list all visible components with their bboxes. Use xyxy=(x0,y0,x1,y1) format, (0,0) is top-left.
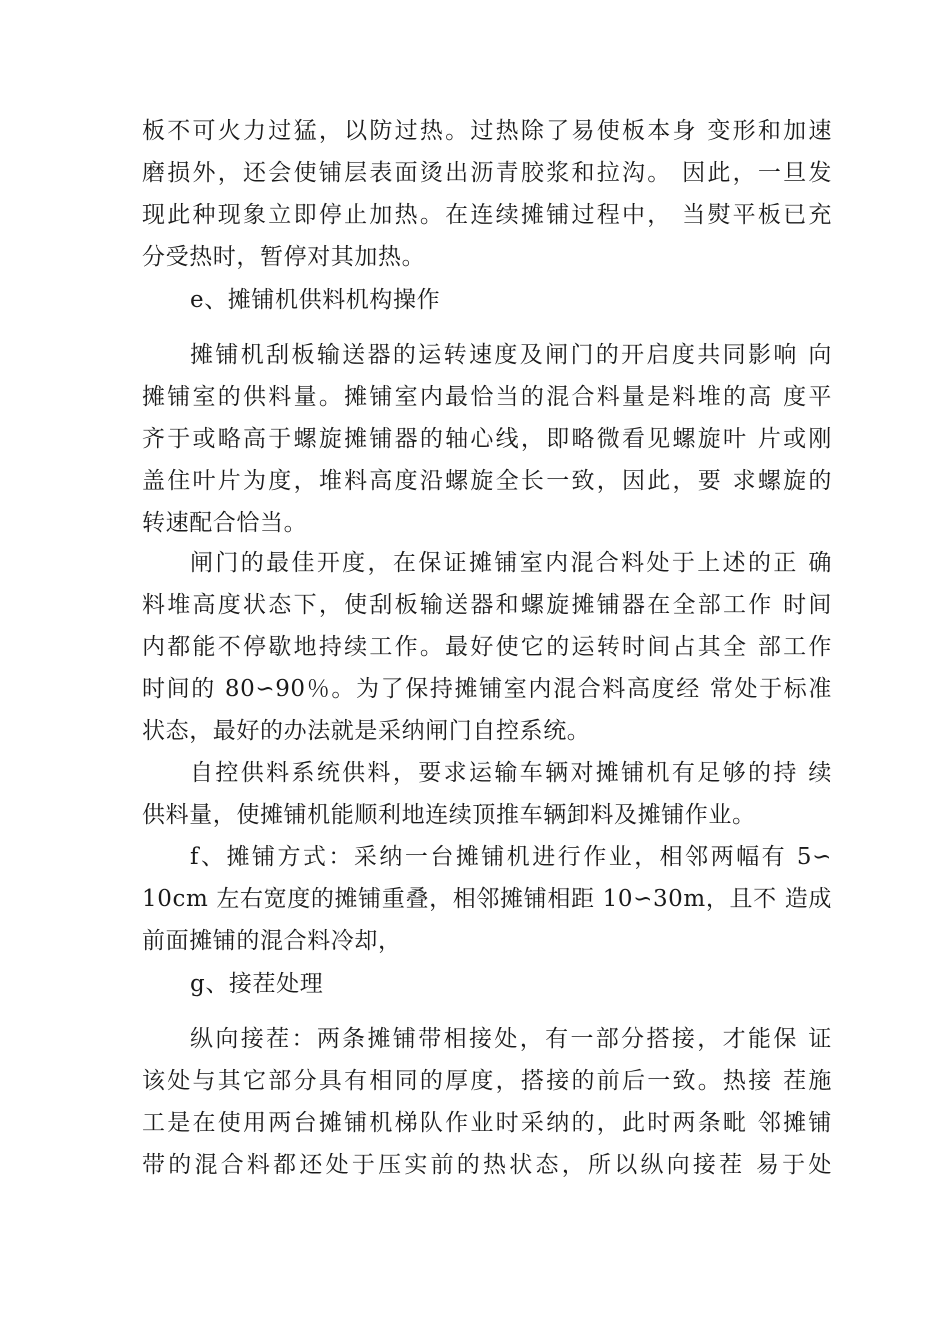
body-text-line: 时间的 80∽90％。为了保持摊铺室内混合料高度经 常处于标准 xyxy=(142,676,832,702)
body-text-line: 板不可火力过猛，以防过热。过热除了易使板本身 变形和加速 xyxy=(142,118,832,144)
body-text-line: 磨损外，还会使铺层表面烫出沥青胶浆和拉沟。 因此，一旦发 xyxy=(142,160,832,186)
body-text-line: 转速配合恰当。 xyxy=(142,510,308,536)
body-text-line: 状态，最好的办法就是采纳闸门自控系统。 xyxy=(142,718,591,744)
body-text-line: 带的混合料都还处于压实前的热状态，所以纵向接茬 易于处 xyxy=(142,1152,832,1178)
body-text-line: 纵向接茬：两条摊铺带相接处，有一部分搭接，才能保 证 xyxy=(190,1026,832,1052)
body-text-line: 摊铺机刮板输送器的运转速度及闸门的开启度共同影响 向 xyxy=(190,342,832,368)
body-text-line: 供料量，使摊铺机能顺利地连续顶推车辆卸料及摊铺作业。 xyxy=(142,802,756,828)
body-text-line: 盖住叶片为度，堆料高度沿螺旋全长一致，因此，要 求螺旋的 xyxy=(142,468,832,494)
body-text-line: 分受热时，暂停对其加热。 xyxy=(142,244,426,270)
body-text-line: 料堆高度状态下，使刮板输送器和螺旋摊铺器在全部工作 时间 xyxy=(142,592,832,618)
body-text-line: 该处与其它部分具有相同的厚度，搭接的前后一致。热接 茬施 xyxy=(142,1068,832,1094)
body-text-line: 齐于或略高于螺旋摊铺器的轴心线，即略微看见螺旋叶 片或刚 xyxy=(142,426,832,452)
section-heading-g: g、接茬处理 xyxy=(190,971,324,997)
body-text-line: 工是在使用两台摊铺机梯队作业时采纳的，此时两条毗 邻摊铺 xyxy=(142,1110,832,1136)
section-heading-e: e、摊铺机供料机构操作 xyxy=(190,287,441,313)
body-text-line: 现此种现象立即停止加热。在连续摊铺过程中， 当熨平板已充 xyxy=(142,202,832,228)
body-text-line: 闸门的最佳开度，在保证摊铺室内混合料处于上述的正 确 xyxy=(190,550,832,576)
section-heading-f: f、摊铺方式：采纳一台摊铺机进行作业，相邻两幅有 5∽ xyxy=(190,844,832,870)
body-text-line: 自控供料系统供料，要求运输车辆对摊铺机有足够的持 续 xyxy=(190,760,832,786)
body-text-line: 内都能不停歇地持续工作。最好使它的运转时间占其全 部工作 xyxy=(142,634,832,660)
body-text-line: 摊铺室的供料量。摊铺室内最恰当的混合料量是料堆的高 度平 xyxy=(142,384,832,410)
body-text-line: 前面摊铺的混合料冷却， xyxy=(142,928,402,954)
body-text-line: 10cm 左右宽度的摊铺重叠，相邻摊铺相距 10∽30m，且不 造成 xyxy=(142,886,832,912)
